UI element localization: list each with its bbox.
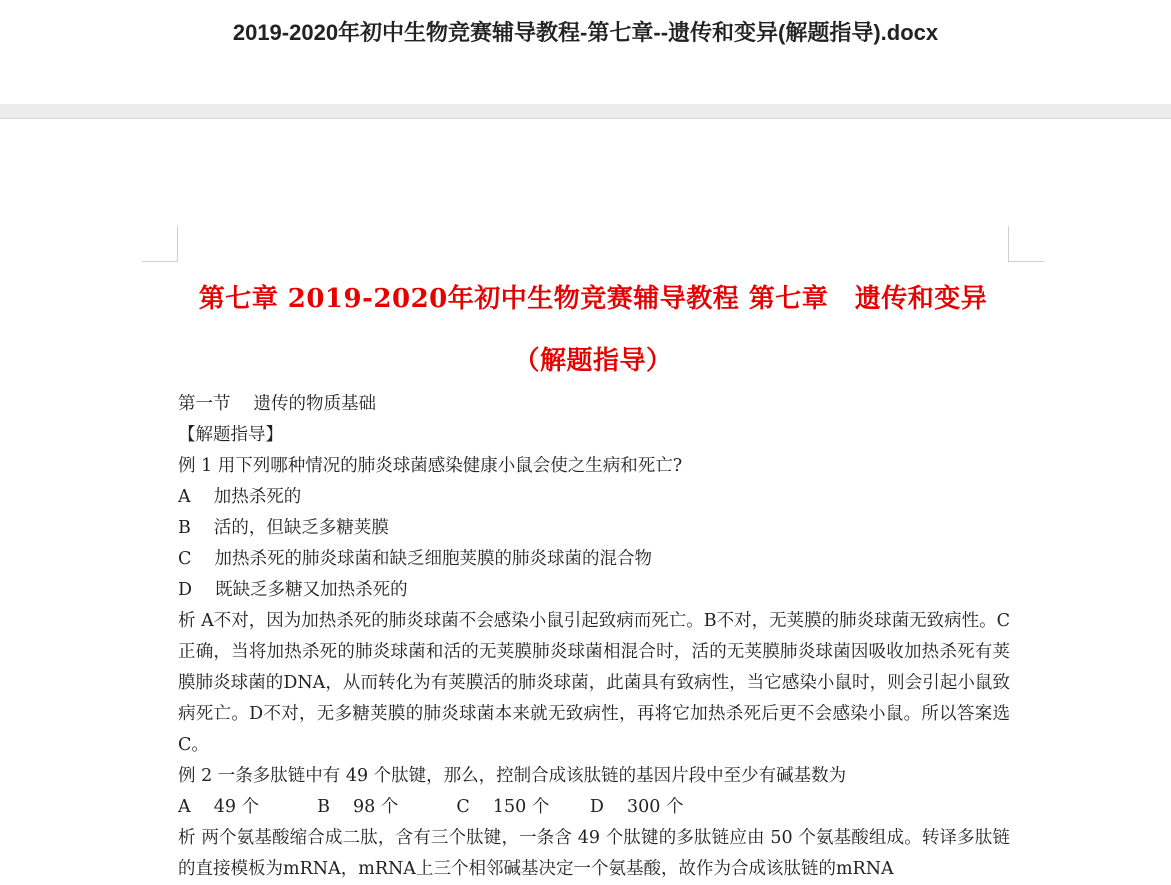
- document-header: [0, 0, 1171, 104]
- example-1-option-a: A 加热杀死的: [178, 487, 302, 507]
- example-1-option-b: B 活的，但缺乏多糖荚膜: [178, 518, 389, 538]
- document-page: [0, 119, 1171, 885]
- file-title: 2019-2020年初中生物竞赛辅导教程-第七章--遗传和变异(解题指导).docx: [232, 20, 939, 45]
- chapter-heading: 第七章 2019-2020年初中生物竞赛辅导教程 第七章 遗传和变异: [198, 284, 988, 314]
- document-body: [178, 389, 1010, 885]
- example-1-option-c: C 加热杀死的肺炎球菌和缺乏细胞荚膜的肺炎球菌的混合物: [178, 549, 652, 569]
- example-2-options: A 49 个 B 98 个 C 150 个 D 300 个: [178, 797, 684, 817]
- chapter-subheading: （解题指导）: [513, 346, 673, 376]
- page-separator: [0, 104, 1171, 119]
- margin-corner-top-left: [142, 226, 178, 262]
- section-title: 第一节 遗传的物质基础: [178, 394, 377, 414]
- margin-corner-top-right: [1008, 226, 1044, 262]
- guide-label: 【解题指导】: [178, 425, 283, 445]
- example-1-question: 例 1 用下列哪种情况的肺炎球菌感染健康小鼠会使之生病和死亡?: [178, 456, 683, 476]
- example-2-question: 例 2 一条多肽链中有 49 个肽键，那么，控制合成该肽链的基因片段中至少有碱基数为: [178, 766, 847, 786]
- example-1-analysis: 析 A不对，因为加热杀死的肺炎球菌不会感染小鼠引起致病而死亡。B不对，无荚膜的肺炎球菌无致病性。C正确，当将加热杀死的肺炎球菌和活的无荚膜肺炎球菌相混合时，活的无荚膜肺炎球菌因吸收加热杀死有荚膜肺炎球菌的DNA，从而转化为有荚膜活的肺炎球菌，此菌具有致病性，当它感染小鼠时，则会引起小鼠致病死亡。D不对，无多糖荚膜的肺炎球菌本来就无致病性，再将它加热杀死后更不会感染小鼠。所以答案选C。: [178, 611, 1010, 755]
- example-2-analysis: 析 两个氨基酸缩合成二肽，含有三个肽键，一条含 49 个肽键的多肽链应由 50 个氨基酸组成。转译多肽链的直接模板为mRNA，mRNA上三个相邻碱基决定一个氨基酸，故作为合成该肽链的mRNA: [178, 828, 1010, 879]
- example-1-option-d: D 既缺乏多糖又加热杀死的: [178, 580, 408, 600]
